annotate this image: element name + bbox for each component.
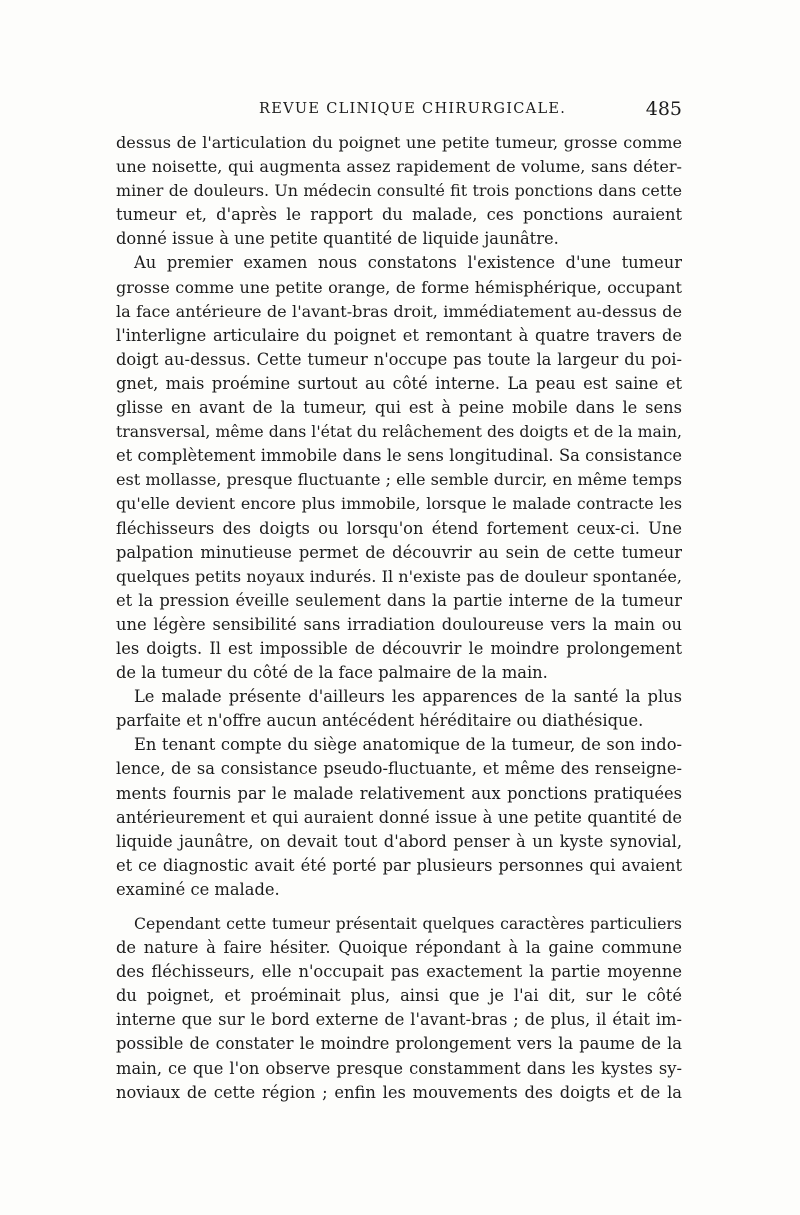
text-line: transversal, même dans l'état du relâchement des doigts et de la main, — [116, 422, 682, 442]
running-head — [116, 98, 682, 128]
text-line: palpation minutieuse permet de découvrir au sein de cette tumeur — [116, 542, 682, 562]
paragraph — [116, 131, 682, 251]
text-line: et ce diagnostic avait été porté par plusieurs personnes qui avaient — [116, 855, 682, 875]
text-line: quelques petits noyaux indurés. Il n'existe pas de douleur spontanée, — [116, 566, 682, 586]
text-line: antérieurement et qui auraient donné issue à une petite quantité de — [116, 807, 682, 827]
page-number: 485 — [645, 98, 682, 120]
running-title: REVUE CLINIQUE CHIRURGICALE. — [259, 101, 567, 117]
text-line: doigt au-dessus. Cette tumeur n'occupe pas toute la largeur du poi- — [116, 349, 682, 369]
paragraph — [116, 912, 682, 1105]
text-line: Cependant cette tumeur présentait quelques caractères particuliers — [134, 914, 682, 933]
text-line: Le malade présente d'ailleurs les apparences de la santé la plus — [134, 687, 682, 707]
text-line: parfaite et n'offre aucun antécédent héréditaire ou diathésique. — [116, 711, 644, 731]
paragraph — [116, 685, 682, 733]
text-line: ments fournis par le malade relativement aux ponctions pratiquées — [116, 783, 682, 803]
text-line: noviaux de cette région ; enfin les mouvements des doigts et de la — [116, 1082, 682, 1102]
text-line: de la tumeur du côté de la face palmaire de la main. — [116, 663, 548, 683]
text-line: glisse en avant de la tumeur, qui est à peine mobile dans le sens — [116, 398, 682, 418]
text-line: miner de douleurs. Un médecin consulté fit trois ponctions dans cette — [116, 181, 682, 201]
text-line: qu'elle devient encore plus immobile, lorsque le malade contracte les — [116, 494, 682, 514]
text-line: l'interligne articulaire du poignet et remontant à quatre travers de — [116, 325, 682, 345]
text-line: grosse comme une petite orange, de forme hémisphérique, occupant — [116, 277, 682, 297]
paragraph — [116, 733, 682, 902]
text-line: lence, de sa consistance pseudo-fluctuante, et même des renseigne- — [116, 759, 682, 779]
text-line: gnet, mais proémine surtout au côté interne. La peau est saine et — [116, 373, 682, 393]
text-line: possible de constater le moindre prolongement vers la paume de la — [116, 1034, 682, 1054]
text-line: donné issue à une petite quantité de liquide jaunâtre. — [116, 229, 559, 249]
text-line: de nature à faire hésiter. Quoique répondant à la gaine commune — [116, 938, 682, 958]
text-line: En tenant compte du siège anatomique de la tumeur, de son indo- — [134, 735, 682, 755]
text-line: du poignet, et proéminait plus, ainsi que je l'ai dit, sur le côté — [116, 986, 682, 1006]
text-line: une noisette, qui augmenta assez rapidement de volume, sans déter- — [116, 157, 682, 177]
text-line: tumeur et, d'après le rapport du malade, ces ponctions auraient — [116, 205, 682, 225]
text-line: dessus de l'articulation du poignet une petite tumeur, grosse comme — [116, 133, 682, 152]
text-line: est mollasse, presque fluctuante ; elle semble durcir, en même temps — [116, 470, 682, 490]
text-line: et la pression éveille seulement dans la partie interne de la tumeur — [116, 590, 682, 610]
text-line: les doigts. Il est impossible de découvrir le moindre prolongement — [116, 638, 682, 658]
text-line: et complètement immobile dans le sens longitudinal. Sa consistance — [116, 446, 682, 466]
paragraph — [116, 251, 682, 685]
body-text — [116, 131, 682, 1105]
text-line: liquide jaunâtre, on devait tout d'abord penser à un kyste synovial, — [116, 831, 682, 851]
text-line: examiné ce malade. — [116, 879, 280, 899]
text-line: interne que sur le bord externe de l'avant-bras ; de plus, il était im- — [116, 1010, 682, 1030]
text-line: fléchisseurs des doigts ou lorsqu'on étend fortement ceux-ci. Une — [116, 518, 682, 538]
text-line: Au premier examen nous constatons l'existence d'une tumeur — [134, 253, 682, 273]
text-line: des fléchisseurs, elle n'occupait pas exactement la partie moyenne — [116, 962, 682, 982]
text-line: la face antérieure de l'avant-bras droit, immédiatement au-dessus de — [116, 301, 682, 321]
text-line: main, ce que l'on observe presque constamment dans les kystes sy- — [116, 1058, 682, 1078]
text-line: une légère sensibilité sans irradiation douloureuse vers la main ou — [116, 614, 682, 634]
